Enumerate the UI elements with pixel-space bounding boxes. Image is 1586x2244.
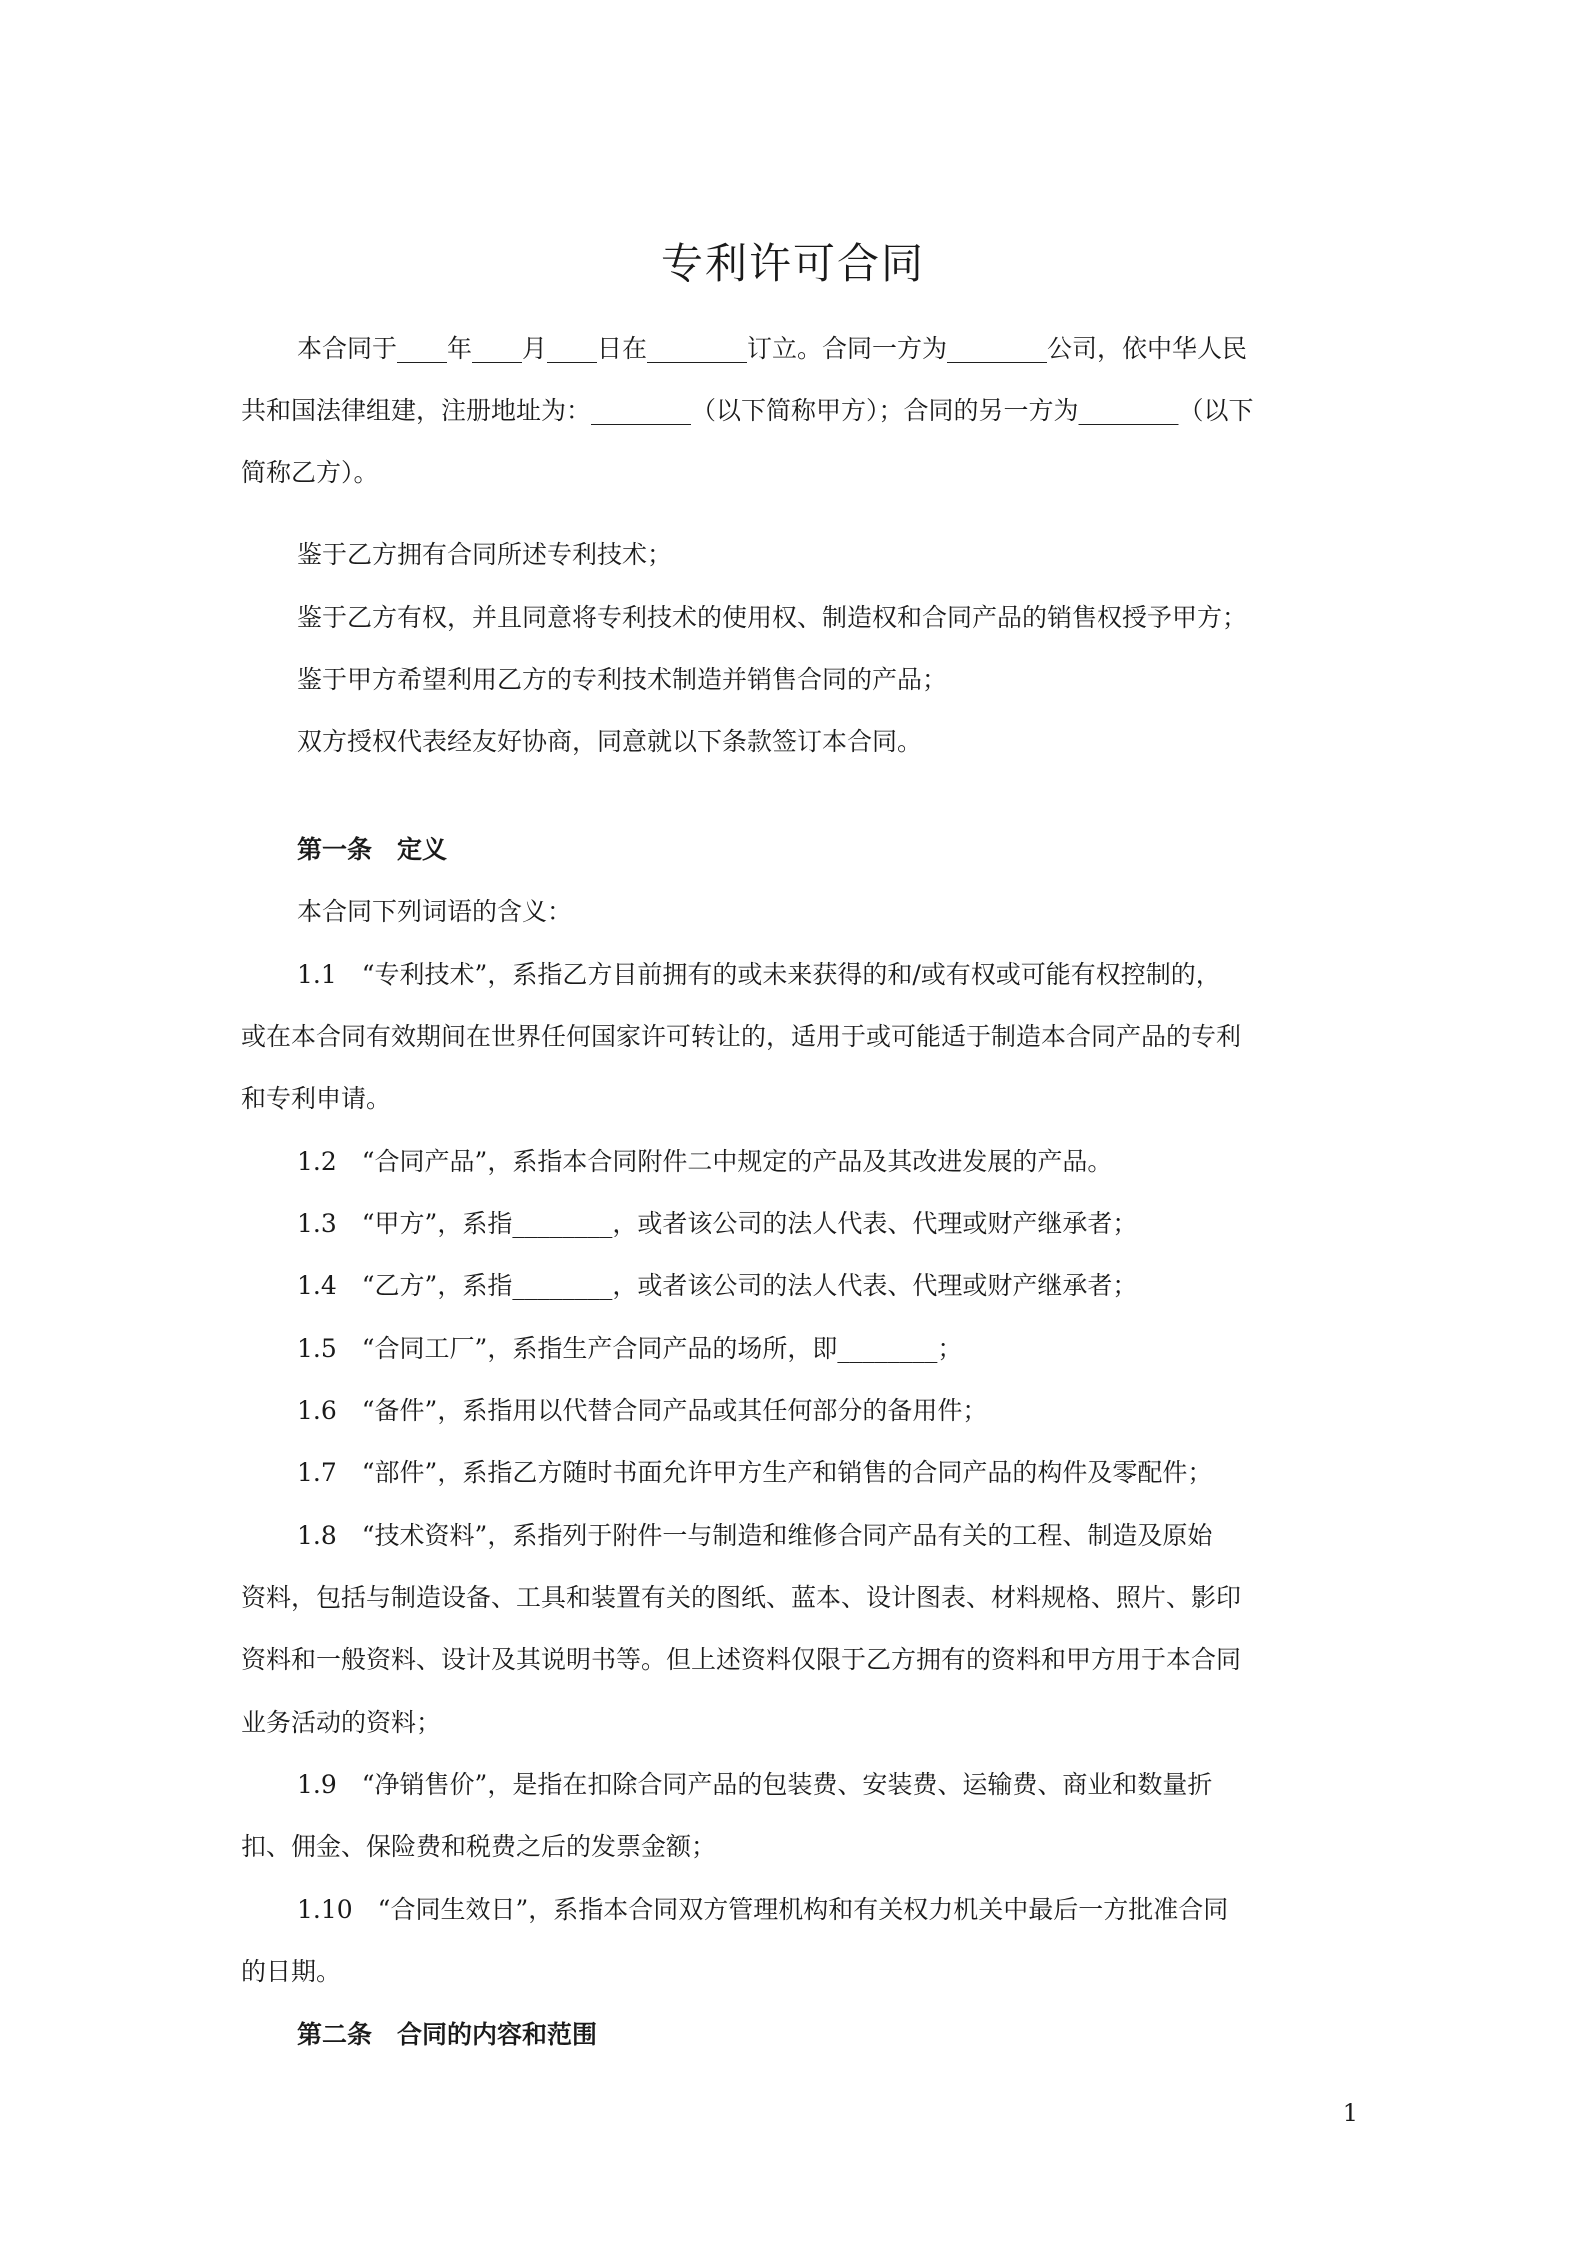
recital-1: 鉴于乙方拥有合同所述专利技术； — [297, 540, 673, 569]
clause-1-9-line-2: 扣、佣金、保险费和税费之后的发票金额； — [241, 1832, 717, 1861]
clause-1-7: 1.7 “部件”，系指乙方随时书面允许甲方生产和销售的合同产品的构件及零配件； — [297, 1458, 1213, 1487]
clause-1-8-line-1: 1.8 “技术资料”，系指列于附件一与制造和维修合同产品有关的工程、制造及原始 — [297, 1521, 1213, 1550]
clause-1-1-line-3: 和专利申请。 — [241, 1084, 392, 1113]
clause-1-3: 1.3 “甲方”，系指________，或者该公司的法人代表、代理或财产继承者； — [297, 1209, 1138, 1238]
intro-line-3: 简称乙方）。 — [241, 458, 379, 487]
article-2-heading: 第二条 合同的内容和范围 — [297, 2020, 598, 2049]
article-1-heading: 第一条 定义 — [297, 835, 448, 864]
intro-line-1: 本合同于____年____月____日在________订立。合同一方为________公司，依中华人民 — [297, 334, 1248, 363]
clause-1-1-line-1: 1.1 “专利技术”，系指乙方目前拥有的或未来获得的和/或有权或可能有权控制的， — [297, 960, 1221, 989]
intro-line-2: 共和国法律组建，注册地址为：________（以下简称甲方）；合同的另一方为________（以下 — [241, 396, 1254, 425]
clause-1-9-line-1: 1.9 “净销售价”，是指在扣除合同产品的包装费、安装费、运输费、商业和数量折 — [297, 1770, 1213, 1799]
clause-1-8-line-3: 资料和一般资料、设计及其说明书等。但上述资料仅限于乙方拥有的资料和甲方用于本合同 — [241, 1645, 1242, 1674]
recital-2: 鉴于乙方有权，并且同意将专利技术的使用权、制造权和合同产品的销售权授予甲方； — [297, 603, 1248, 632]
clause-1-2: 1.2 “合同产品”，系指本合同附件二中规定的产品及其改进发展的产品。 — [297, 1147, 1113, 1176]
clause-1-1-line-2: 或在本合同有效期间在世界任何国家许可转让的，适用于或可能适于制造本合同产品的专利 — [241, 1022, 1242, 1051]
clause-1-10-line-2: 的日期。 — [241, 1957, 342, 1986]
recital-3: 鉴于甲方希望利用乙方的专利技术制造并销售合同的产品； — [297, 665, 948, 694]
page-number: 1 — [1342, 2099, 1358, 2127]
recital-4: 双方授权代表经友好协商，同意就以下条款签订本合同。 — [297, 727, 923, 756]
clause-1-10-line-1: 1.10 “合同生效日”，系指本合同双方管理机构和有关权力机关中最后一方批准合同 — [297, 1895, 1229, 1924]
clause-1-4: 1.4 “乙方”，系指________，或者该公司的法人代表、代理或财产继承者； — [297, 1271, 1138, 1300]
document-title: 专利许可合同 — [660, 239, 925, 288]
clause-1-8-line-2: 资料，包括与制造设备、工具和装置有关的图纸、蓝本、设计图表、材料规格、照片、影印 — [241, 1583, 1242, 1612]
clause-1-5: 1.5 “合同工厂”，系指生产合同产品的场所，即________； — [297, 1334, 963, 1363]
definitions-intro: 本合同下列词语的含义： — [297, 897, 573, 926]
clause-1-8-line-4: 业务活动的资料； — [241, 1708, 442, 1737]
clause-1-6: 1.6 “备件”，系指用以代替合同产品或其任何部分的备用件； — [297, 1396, 988, 1425]
